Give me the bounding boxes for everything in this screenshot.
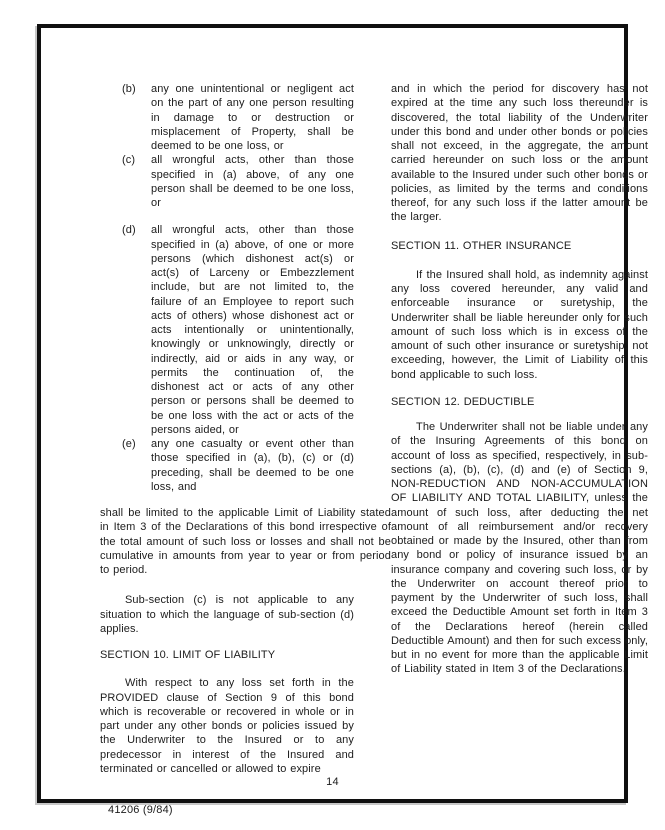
clause-b-text: any one unintentional or negligent act on the part of any one person resulting in damage to or destruction or misplacement of Property, shall be deemed to be one loss, or [151, 83, 354, 152]
footer-form-number: 41206 (9/84) [108, 804, 173, 816]
clause-c-text: all wrongful acts, other than those specified in (a) above, of any one person shall be deemed to be one loss, or [151, 154, 354, 209]
footer-page-number: 14 [326, 776, 339, 788]
left-column [100, 82, 391, 776]
page-border-frame [37, 24, 648, 816]
section-10-paragraph: With respect to any loss set forth in the PROVIDED clause of Section 9 of this bond which is recoverable or recovered in whole or in part under any other bonds or policies issued by the Underwriter to the Insured or to any predecessor in interest of the Insured and terminated or cancelled or allowed to expire [100, 677, 354, 775]
clause-e [100, 437, 354, 494]
clause-c [100, 153, 354, 210]
clause-b-marker: (b) [122, 83, 136, 95]
section-12-heading: SECTION 12. DEDUCTIBLE [391, 395, 535, 408]
clause-c-marker: (c) [122, 154, 136, 167]
clause-e-marker: (e) [122, 438, 136, 450]
section-10-heading: SECTION 10. LIMIT OF LIABILITY [100, 649, 276, 661]
clause-d-text: all wrongful acts, other than those specified in (a) above, of one or more persons (which dishonest act(s) or act(s) of Larceny or Embezzlement include, but are not limited to, the failure of an Employee to report such acts of others) whose dishonest act or acts intentionally or unintentionally, knowingly or unknowingly, directly or indirectly, aid or aids in any way, or permits the continuation of, the dishonest act or acts of any other person or persons shall be deemed to be one loss with the act or acts of the persons aided, or [151, 224, 354, 436]
section-11-paragraph: If the Insured shall hold, as indemnity against any loss covered hereunder, any valid and enforceable insurance or suretyship, the Underwriter shall be liable hereunder only for such amount of such loss which is in excess of the amount of such other insurance or suretyship, not exceeding, however, the Limit of Liability of this bond applicable to such loss. [391, 268, 648, 381]
clause-d [100, 223, 354, 437]
clause-e-text: any one casualty or event other than those specified in (a), (b), (c) or (d) preceding, shall be deemed to be one loss, and [151, 438, 354, 493]
limit-of-liability-continuation-paragraph: shall be limited to the applicable Limit of Liability stated in Item 3 of the Declarations of this bond irrespective of the total amount of such loss or losses and shall not be cumulative in amounts from year to year or from period to period. [100, 507, 391, 576]
clause-d-marker: (d) [122, 224, 136, 237]
subsection-applicability-note: Sub-section (c) is not applicable to any situation to which the language of sub-section (d) applies. [100, 594, 354, 635]
section-12-paragraph: The Underwriter shall not be liable under any of the Insuring Agreements of this bond on account of loss as specified, respectively, in sub-sections (a), (b), (c), (d) and (e) of Section 9, NON-REDUCTION AND NON-ACCUMULATION OF LIABILITY AND TOTAL LIABILITY, unless the amount of such loss, after deducting the net amount of all reimbursement and/or recovery obtained or made by the Insured, other than from any bond or policy of insurance issued by an insurance company and covering such loss, or by the Underwriter on account thereof prior to payment by the Underwriter of such loss, shall exceed the Deductible Amount set forth in Item 3 of the Declarations hereof (herein called Deductible Amount) and then for such excess only, but in no event for more than the applicable Limit of Liability stated in Item 3 of the Declarations. [391, 421, 648, 676]
section-11-heading: SECTION 11. OTHER INSURANCE [391, 239, 572, 252]
limit-continuation-paragraph: and in which the period for discovery has not expired at the time any such loss thereunder is discovered, the total liability of the Underwriter under this bond and under other bonds or policies shall not exceed, in the aggregate, the amount carried hereunder on such loss or the amount available to the Insured under such other bonds or policies, as limited by the terms and conditions thereof, for any such loss if the latter amount be the larger. [391, 83, 648, 224]
right-column [391, 82, 648, 677]
clause-b [100, 82, 354, 153]
